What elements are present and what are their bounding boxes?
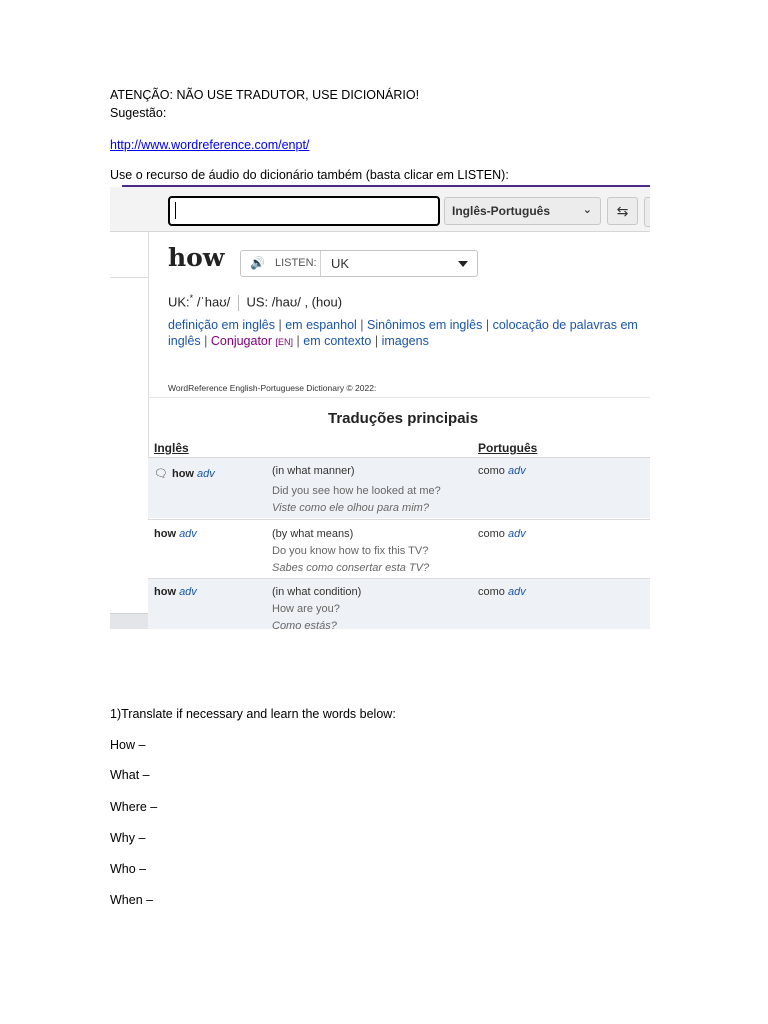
entry-word	[154, 584, 197, 601]
link-images[interactable]: imagens	[381, 334, 429, 348]
copyright-note: WordReference English-Portuguese Dictionary © 2022:	[168, 383, 377, 393]
column-header-english: Inglês	[154, 441, 189, 455]
listen-control[interactable]	[240, 250, 478, 277]
link-separator: |	[278, 318, 282, 332]
link-spanish[interactable]: em espanhol	[285, 318, 357, 332]
part-of-speech: adv	[179, 528, 197, 540]
headword-cell: how	[171, 468, 194, 480]
headword-cell: how	[154, 528, 176, 540]
entry-word	[154, 526, 197, 543]
sense: (by what means)	[272, 528, 354, 540]
pron-separator	[238, 295, 239, 311]
word-item: What –	[110, 768, 150, 782]
link-in-context[interactable]: em contexto	[303, 334, 372, 348]
part-of-speech: adv	[197, 468, 215, 480]
swap-arrows-icon: ⇆	[616, 203, 629, 219]
word-item: Where –	[110, 800, 158, 814]
translation-pos: adv	[507, 465, 526, 477]
entry-word	[154, 466, 215, 483]
link-separator: |	[360, 318, 364, 332]
example: Did you see how he looked at me?	[272, 485, 441, 497]
headword-cell: how	[154, 586, 176, 598]
link-conjugator[interactable]: Conjugator	[210, 334, 273, 348]
partial-toolbar-button[interactable]	[644, 197, 650, 227]
word-item: Who –	[110, 862, 147, 876]
translation	[478, 526, 526, 543]
word-item: When –	[110, 893, 154, 907]
link-separator: |	[485, 318, 490, 332]
sense: (in what manner)	[272, 465, 355, 477]
translation-word: como	[478, 586, 505, 598]
translation-pos: adv	[507, 528, 526, 540]
left-divider	[110, 277, 148, 278]
left-column	[110, 232, 148, 629]
related-links	[168, 317, 638, 350]
swap-languages-button[interactable]	[607, 197, 638, 225]
dictionary-select[interactable]	[444, 197, 601, 225]
conjugator-tag: [EN]	[275, 337, 294, 347]
search-input[interactable]	[168, 196, 440, 226]
dictionary-screenshot	[110, 185, 650, 629]
speaker-icon[interactable]: 🔊	[250, 256, 265, 270]
link-collocations[interactable]: colocação de palavras em inglês	[168, 318, 638, 348]
pron-us: /haʊ/ , (hou)	[271, 294, 343, 310]
link-separator: |	[374, 334, 379, 348]
audio-instruction-line: Use o recurso de áudio do dicionário também (basta clicar em LISTEN):	[110, 168, 509, 182]
translation-word: como	[478, 465, 505, 477]
text-cursor	[175, 202, 176, 219]
pron-uk-label: UK:	[168, 294, 190, 310]
caret-down-icon[interactable]	[458, 261, 468, 267]
table-row	[148, 519, 650, 578]
pron-us-label: US:	[246, 294, 269, 310]
translation	[478, 463, 526, 480]
divider	[148, 397, 650, 398]
part-of-speech: adv	[179, 586, 197, 598]
chevron-down-icon: ⌄	[582, 204, 592, 216]
translation-word: como	[478, 528, 505, 540]
example-translation: Viste como ele olhou para mim?	[272, 502, 429, 514]
listen-separator	[320, 251, 321, 276]
accent-select-value[interactable]: UK	[331, 256, 350, 271]
example: Do you know how to fix this TV?	[272, 545, 429, 557]
exercise-title: 1)Translate if necessary and learn the words below:	[110, 707, 396, 721]
word-item: How –	[110, 738, 146, 752]
table-row	[148, 578, 650, 629]
link-definition-en[interactable]: definição em inglês	[168, 318, 276, 332]
translation	[478, 584, 526, 601]
section-title: Traduções principais	[328, 410, 479, 427]
example-translation: Como estás?	[272, 620, 337, 629]
pronunciation	[168, 293, 342, 311]
example-translation: Sabes como consertar esta TV?	[272, 562, 430, 574]
dictionary-select-label: Inglês-Português	[452, 204, 551, 218]
search-toolbar	[110, 187, 650, 232]
speech-bubble-icon[interactable]: 🗨	[154, 468, 168, 480]
word-item: Why –	[110, 831, 146, 845]
pron-uk-star: *	[189, 293, 194, 303]
headword: how	[168, 243, 225, 272]
warning-line: ATENÇÃO: NÃO USE TRADUTOR, USE DICIONÁRIO!	[110, 88, 420, 102]
sense: (in what condition)	[272, 586, 362, 598]
table-row	[148, 458, 650, 518]
example: How are you?	[272, 603, 340, 615]
listen-label: LISTEN:	[275, 257, 317, 269]
wordreference-link[interactable]: http://www.wordreference.com/enpt/	[110, 138, 310, 152]
suggestion-line: Sugestão:	[110, 106, 167, 120]
translation-pos: adv	[507, 586, 526, 598]
link-separator: |	[296, 334, 300, 348]
link-synonyms[interactable]: Sinônimos em inglês	[367, 318, 483, 332]
pron-uk: /ˈhaʊ/	[196, 294, 231, 310]
link-separator: |	[204, 334, 208, 348]
column-header-portuguese: Português	[478, 441, 538, 455]
